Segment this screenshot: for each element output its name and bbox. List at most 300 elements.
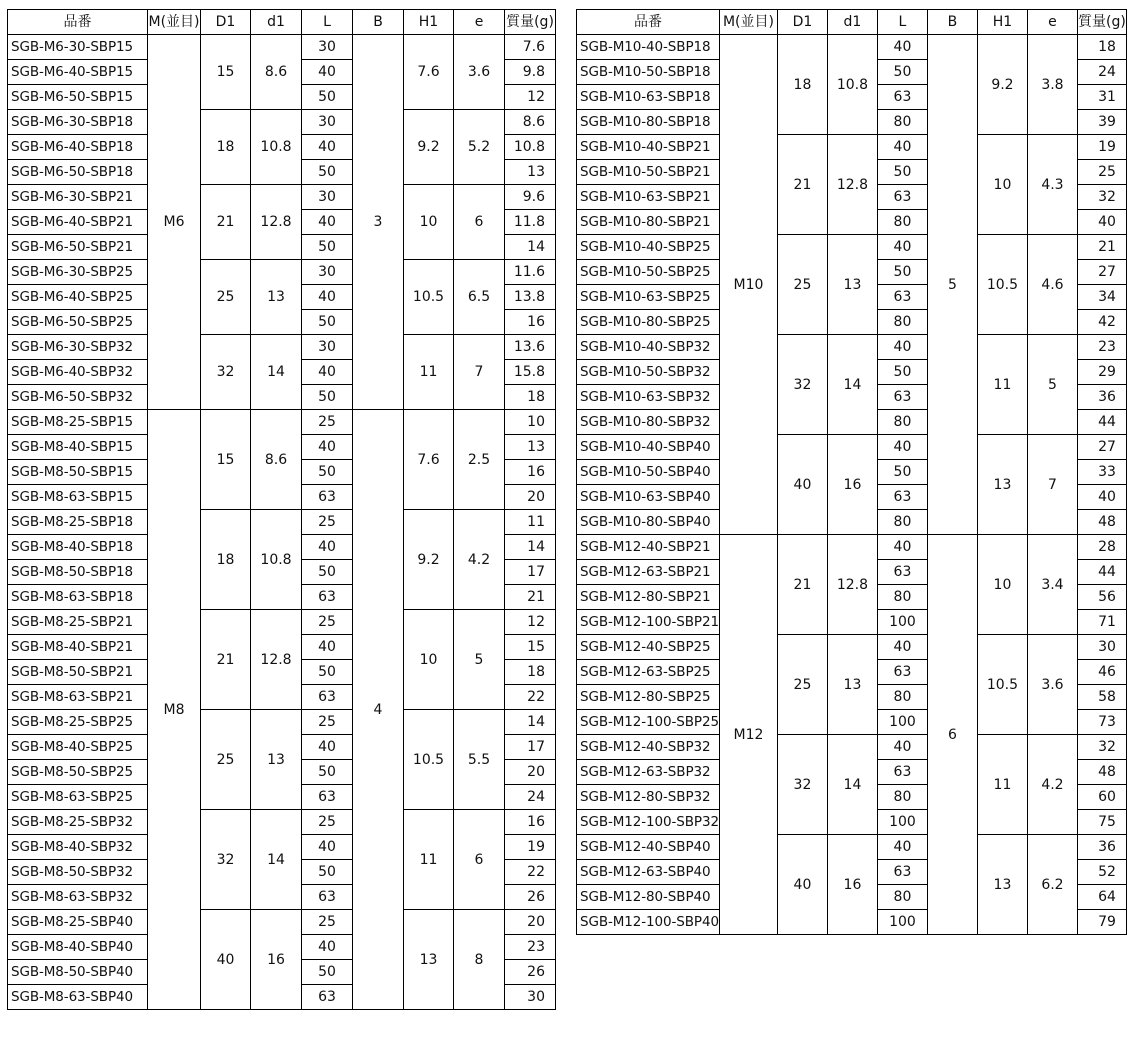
mass-cell: 17 bbox=[505, 560, 556, 585]
d1-inner-cell: 13 bbox=[251, 260, 302, 335]
length-cell: 63 bbox=[877, 85, 927, 110]
table-header bbox=[8, 10, 556, 35]
length-cell: 30 bbox=[302, 260, 353, 285]
length-cell: 63 bbox=[877, 760, 927, 785]
mass-cell: 30 bbox=[505, 985, 556, 1010]
mass-cell: 16 bbox=[505, 310, 556, 335]
length-cell: 80 bbox=[877, 585, 927, 610]
e-cell: 5.2 bbox=[454, 110, 505, 185]
part-number-cell: SGB-M10-80-SBP40 bbox=[577, 510, 720, 535]
mass-cell: 20 bbox=[505, 760, 556, 785]
length-cell: 25 bbox=[302, 510, 353, 535]
length-cell: 30 bbox=[302, 110, 353, 135]
d1-inner-cell: 16 bbox=[251, 910, 302, 1010]
part-number-cell: SGB-M12-40-SBP32 bbox=[577, 735, 720, 760]
d1-inner-cell: 8.6 bbox=[251, 410, 302, 510]
mass-cell: 26 bbox=[505, 885, 556, 910]
e-cell: 4.2 bbox=[1027, 735, 1077, 835]
mass-cell: 60 bbox=[1077, 785, 1126, 810]
e-cell: 7 bbox=[454, 335, 505, 410]
thread-size-cell: M12 bbox=[719, 535, 777, 935]
mass-cell: 14 bbox=[505, 710, 556, 735]
e-cell: 3.8 bbox=[1027, 35, 1077, 135]
part-number-cell: SGB-M12-100-SBP32 bbox=[577, 810, 720, 835]
mass-cell: 8.6 bbox=[505, 110, 556, 135]
length-cell: 40 bbox=[302, 935, 353, 960]
part-number-cell: SGB-M8-40-SBP40 bbox=[8, 935, 148, 960]
d1-outer-cell: 25 bbox=[777, 235, 827, 335]
mass-cell: 20 bbox=[505, 910, 556, 935]
mass-cell: 18 bbox=[505, 385, 556, 410]
part-number-cell: SGB-M6-30-SBP15 bbox=[8, 35, 148, 60]
mass-cell: 30 bbox=[1077, 635, 1126, 660]
d1-inner-cell: 8.6 bbox=[251, 35, 302, 110]
part-number-cell: SGB-M12-80-SBP25 bbox=[577, 685, 720, 710]
h1-cell: 11 bbox=[404, 810, 454, 910]
table-row bbox=[8, 335, 556, 360]
mass-cell: 28 bbox=[1077, 535, 1126, 560]
table-row bbox=[8, 910, 556, 935]
col-header-l: L bbox=[877, 10, 927, 35]
h1-cell: 11 bbox=[977, 735, 1027, 835]
part-number-cell: SGB-M6-40-SBP18 bbox=[8, 135, 148, 160]
length-cell: 40 bbox=[302, 435, 353, 460]
b-cell: 4 bbox=[353, 410, 404, 1010]
length-cell: 50 bbox=[302, 860, 353, 885]
h1-cell: 9.2 bbox=[404, 510, 454, 610]
length-cell: 40 bbox=[877, 335, 927, 360]
part-number-cell: SGB-M8-63-SBP18 bbox=[8, 585, 148, 610]
part-number-cell: SGB-M10-40-SBP40 bbox=[577, 435, 720, 460]
d1-inner-cell: 13 bbox=[827, 635, 877, 735]
part-number-cell: SGB-M10-40-SBP32 bbox=[577, 335, 720, 360]
length-cell: 63 bbox=[302, 885, 353, 910]
part-number-cell: SGB-M8-50-SBP21 bbox=[8, 660, 148, 685]
length-cell: 25 bbox=[302, 810, 353, 835]
part-number-cell: SGB-M6-50-SBP21 bbox=[8, 235, 148, 260]
mass-cell: 25 bbox=[1077, 160, 1126, 185]
part-number-cell: SGB-M12-100-SBP40 bbox=[577, 910, 720, 935]
mass-cell: 48 bbox=[1077, 760, 1126, 785]
e-cell: 5 bbox=[454, 610, 505, 710]
length-cell: 63 bbox=[877, 560, 927, 585]
length-cell: 40 bbox=[302, 535, 353, 560]
h1-cell: 10 bbox=[404, 610, 454, 710]
mass-cell: 52 bbox=[1077, 860, 1126, 885]
d1-inner-cell: 12.8 bbox=[251, 185, 302, 260]
table-row bbox=[577, 135, 1127, 160]
e-cell: 8 bbox=[454, 910, 505, 1010]
e-cell: 3.4 bbox=[1027, 535, 1077, 635]
table-header bbox=[577, 10, 1127, 35]
length-cell: 50 bbox=[877, 160, 927, 185]
length-cell: 40 bbox=[877, 835, 927, 860]
col-header-part-number: 品番 bbox=[8, 10, 148, 35]
length-cell: 80 bbox=[877, 685, 927, 710]
d1-outer-cell: 21 bbox=[201, 185, 251, 260]
d1-outer-cell: 40 bbox=[777, 435, 827, 535]
table-row bbox=[577, 335, 1127, 360]
part-number-cell: SGB-M8-63-SBP21 bbox=[8, 685, 148, 710]
d1-outer-cell: 25 bbox=[201, 710, 251, 810]
length-cell: 80 bbox=[877, 410, 927, 435]
part-number-cell: SGB-M10-80-SBP21 bbox=[577, 210, 720, 235]
mass-cell: 18 bbox=[505, 660, 556, 685]
length-cell: 63 bbox=[302, 985, 353, 1010]
part-number-cell: SGB-M12-80-SBP21 bbox=[577, 585, 720, 610]
part-number-cell: SGB-M10-80-SBP18 bbox=[577, 110, 720, 135]
part-number-cell: SGB-M8-25-SBP40 bbox=[8, 910, 148, 935]
length-cell: 63 bbox=[877, 185, 927, 210]
e-cell: 5.5 bbox=[454, 710, 505, 810]
spec-table-left bbox=[7, 9, 556, 1010]
e-cell: 4.3 bbox=[1027, 135, 1077, 235]
length-cell: 40 bbox=[302, 285, 353, 310]
part-number-cell: SGB-M6-40-SBP25 bbox=[8, 285, 148, 310]
part-number-cell: SGB-M10-40-SBP21 bbox=[577, 135, 720, 160]
table-row bbox=[8, 110, 556, 135]
part-number-cell: SGB-M12-40-SBP40 bbox=[577, 835, 720, 860]
length-cell: 63 bbox=[877, 660, 927, 685]
part-number-cell: SGB-M10-40-SBP18 bbox=[577, 35, 720, 60]
part-number-cell: SGB-M6-40-SBP21 bbox=[8, 210, 148, 235]
e-cell: 7 bbox=[1027, 435, 1077, 535]
mass-cell: 29 bbox=[1077, 360, 1126, 385]
length-cell: 40 bbox=[877, 35, 927, 60]
mass-cell: 36 bbox=[1077, 835, 1126, 860]
mass-cell: 19 bbox=[1077, 135, 1126, 160]
d1-inner-cell: 10.8 bbox=[827, 35, 877, 135]
h1-cell: 13 bbox=[977, 435, 1027, 535]
table-row bbox=[577, 735, 1127, 760]
mass-cell: 12 bbox=[505, 85, 556, 110]
mass-cell: 58 bbox=[1077, 685, 1126, 710]
part-number-cell: SGB-M6-50-SBP18 bbox=[8, 160, 148, 185]
length-cell: 40 bbox=[302, 735, 353, 760]
d1-outer-cell: 32 bbox=[201, 810, 251, 910]
thread-size-cell: M10 bbox=[719, 35, 777, 535]
mass-cell: 15 bbox=[505, 635, 556, 660]
length-cell: 63 bbox=[302, 485, 353, 510]
mass-cell: 27 bbox=[1077, 435, 1126, 460]
d1-outer-cell: 15 bbox=[201, 410, 251, 510]
mass-cell: 14 bbox=[505, 535, 556, 560]
mass-cell: 40 bbox=[1077, 485, 1126, 510]
part-number-cell: SGB-M12-63-SBP21 bbox=[577, 560, 720, 585]
length-cell: 50 bbox=[302, 85, 353, 110]
e-cell: 2.5 bbox=[454, 410, 505, 510]
part-number-cell: SGB-M8-50-SBP40 bbox=[8, 960, 148, 985]
e-cell: 6 bbox=[454, 810, 505, 910]
length-cell: 80 bbox=[877, 885, 927, 910]
part-number-cell: SGB-M6-30-SBP21 bbox=[8, 185, 148, 210]
part-number-cell: SGB-M10-80-SBP25 bbox=[577, 310, 720, 335]
length-cell: 80 bbox=[877, 210, 927, 235]
d1-inner-cell: 12.8 bbox=[827, 135, 877, 235]
part-number-cell: SGB-M10-50-SBP40 bbox=[577, 460, 720, 485]
part-number-cell: SGB-M10-50-SBP32 bbox=[577, 360, 720, 385]
col-header-m: M(並目) bbox=[148, 10, 201, 35]
part-number-cell: SGB-M8-63-SBP15 bbox=[8, 485, 148, 510]
mass-cell: 10.8 bbox=[505, 135, 556, 160]
part-number-cell: SGB-M12-100-SBP25 bbox=[577, 710, 720, 735]
length-cell: 30 bbox=[302, 35, 353, 60]
mass-cell: 26 bbox=[505, 960, 556, 985]
d1-inner-cell: 13 bbox=[251, 710, 302, 810]
mass-cell: 9.6 bbox=[505, 185, 556, 210]
table-body bbox=[8, 35, 556, 1010]
part-number-cell: SGB-M6-30-SBP18 bbox=[8, 110, 148, 135]
mass-cell: 31 bbox=[1077, 85, 1126, 110]
h1-cell: 10 bbox=[977, 135, 1027, 235]
length-cell: 40 bbox=[302, 360, 353, 385]
d1-outer-cell: 25 bbox=[201, 260, 251, 335]
mass-cell: 32 bbox=[1077, 185, 1126, 210]
length-cell: 40 bbox=[302, 135, 353, 160]
d1-outer-cell: 18 bbox=[201, 510, 251, 610]
mass-cell: 13 bbox=[505, 435, 556, 460]
length-cell: 40 bbox=[877, 435, 927, 460]
spec-table-right bbox=[576, 9, 1127, 935]
length-cell: 50 bbox=[302, 310, 353, 335]
d1-inner-cell: 14 bbox=[827, 735, 877, 835]
mass-cell: 11.6 bbox=[505, 260, 556, 285]
length-cell: 63 bbox=[877, 860, 927, 885]
mass-cell: 36 bbox=[1077, 385, 1126, 410]
mass-cell: 10 bbox=[505, 410, 556, 435]
length-cell: 50 bbox=[877, 60, 927, 85]
d1-inner-cell: 10.8 bbox=[251, 110, 302, 185]
h1-cell: 11 bbox=[404, 335, 454, 410]
length-cell: 50 bbox=[302, 460, 353, 485]
part-number-cell: SGB-M10-63-SBP21 bbox=[577, 185, 720, 210]
length-cell: 50 bbox=[302, 235, 353, 260]
length-cell: 50 bbox=[877, 460, 927, 485]
length-cell: 63 bbox=[877, 385, 927, 410]
length-cell: 40 bbox=[877, 535, 927, 560]
length-cell: 80 bbox=[877, 110, 927, 135]
length-cell: 40 bbox=[302, 635, 353, 660]
mass-cell: 42 bbox=[1077, 310, 1126, 335]
length-cell: 40 bbox=[877, 735, 927, 760]
length-cell: 100 bbox=[877, 710, 927, 735]
mass-cell: 11.8 bbox=[505, 210, 556, 235]
part-number-cell: SGB-M10-63-SBP25 bbox=[577, 285, 720, 310]
part-number-cell: SGB-M10-50-SBP18 bbox=[577, 60, 720, 85]
mass-cell: 9.8 bbox=[505, 60, 556, 85]
d1-inner-cell: 16 bbox=[827, 435, 877, 535]
e-cell: 3.6 bbox=[1027, 635, 1077, 735]
mass-cell: 13 bbox=[505, 160, 556, 185]
mass-cell: 19 bbox=[505, 835, 556, 860]
mass-cell: 56 bbox=[1077, 585, 1126, 610]
mass-cell: 15.8 bbox=[505, 360, 556, 385]
part-number-cell: SGB-M12-40-SBP21 bbox=[577, 535, 720, 560]
part-number-cell: SGB-M6-30-SBP32 bbox=[8, 335, 148, 360]
mass-cell: 16 bbox=[505, 460, 556, 485]
mass-cell: 13.6 bbox=[505, 335, 556, 360]
part-number-cell: SGB-M10-63-SBP32 bbox=[577, 385, 720, 410]
part-number-cell: SGB-M6-40-SBP15 bbox=[8, 60, 148, 85]
part-number-cell: SGB-M10-40-SBP25 bbox=[577, 235, 720, 260]
col-header-h1: H1 bbox=[404, 10, 454, 35]
col-header-d1-outer: D1 bbox=[777, 10, 827, 35]
d1-outer-cell: 32 bbox=[777, 735, 827, 835]
length-cell: 63 bbox=[877, 485, 927, 510]
d1-inner-cell: 14 bbox=[827, 335, 877, 435]
thread-size-cell: M6 bbox=[148, 35, 201, 410]
col-header-mass: 質量(g) bbox=[505, 10, 556, 35]
mass-cell: 21 bbox=[505, 585, 556, 610]
part-number-cell: SGB-M8-40-SBP21 bbox=[8, 635, 148, 660]
part-number-cell: SGB-M6-50-SBP25 bbox=[8, 310, 148, 335]
length-cell: 40 bbox=[302, 835, 353, 860]
length-cell: 63 bbox=[302, 685, 353, 710]
part-number-cell: SGB-M8-63-SBP25 bbox=[8, 785, 148, 810]
col-header-h1: H1 bbox=[977, 10, 1027, 35]
mass-cell: 16 bbox=[505, 810, 556, 835]
length-cell: 50 bbox=[877, 360, 927, 385]
length-cell: 40 bbox=[302, 210, 353, 235]
mass-cell: 40 bbox=[1077, 210, 1126, 235]
d1-outer-cell: 40 bbox=[777, 835, 827, 935]
part-number-cell: SGB-M10-63-SBP18 bbox=[577, 85, 720, 110]
length-cell: 63 bbox=[302, 785, 353, 810]
part-number-cell: SGB-M8-25-SBP32 bbox=[8, 810, 148, 835]
table-row bbox=[8, 610, 556, 635]
col-header-m: M(並目) bbox=[719, 10, 777, 35]
length-cell: 30 bbox=[302, 185, 353, 210]
part-number-cell: SGB-M8-40-SBP18 bbox=[8, 535, 148, 560]
b-cell: 5 bbox=[927, 35, 977, 535]
part-number-cell: SGB-M6-40-SBP32 bbox=[8, 360, 148, 385]
d1-inner-cell: 14 bbox=[251, 335, 302, 410]
col-header-b: B bbox=[353, 10, 404, 35]
mass-cell: 48 bbox=[1077, 510, 1126, 535]
part-number-cell: SGB-M8-50-SBP25 bbox=[8, 760, 148, 785]
h1-cell: 9.2 bbox=[977, 35, 1027, 135]
part-number-cell: SGB-M8-25-SBP21 bbox=[8, 610, 148, 635]
length-cell: 50 bbox=[302, 385, 353, 410]
mass-cell: 22 bbox=[505, 860, 556, 885]
col-header-d1-outer: D1 bbox=[201, 10, 251, 35]
mass-cell: 79 bbox=[1077, 910, 1126, 935]
mass-cell: 71 bbox=[1077, 610, 1126, 635]
mass-cell: 33 bbox=[1077, 460, 1126, 485]
length-cell: 40 bbox=[877, 235, 927, 260]
e-cell: 4.2 bbox=[454, 510, 505, 610]
h1-cell: 9.2 bbox=[404, 110, 454, 185]
h1-cell: 13 bbox=[977, 835, 1027, 935]
table-row bbox=[577, 635, 1127, 660]
length-cell: 63 bbox=[877, 285, 927, 310]
length-cell: 25 bbox=[302, 410, 353, 435]
length-cell: 50 bbox=[877, 260, 927, 285]
d1-inner-cell: 12.8 bbox=[827, 535, 877, 635]
mass-cell: 12 bbox=[505, 610, 556, 635]
part-number-cell: SGB-M6-30-SBP25 bbox=[8, 260, 148, 285]
part-number-cell: SGB-M12-80-SBP32 bbox=[577, 785, 720, 810]
length-cell: 50 bbox=[302, 560, 353, 585]
length-cell: 50 bbox=[302, 760, 353, 785]
d1-inner-cell: 13 bbox=[827, 235, 877, 335]
d1-outer-cell: 32 bbox=[777, 335, 827, 435]
length-cell: 25 bbox=[302, 910, 353, 935]
col-header-d1-inner: d1 bbox=[251, 10, 302, 35]
part-number-cell: SGB-M8-40-SBP32 bbox=[8, 835, 148, 860]
d1-outer-cell: 32 bbox=[201, 335, 251, 410]
table-row bbox=[8, 260, 556, 285]
part-number-cell: SGB-M8-63-SBP32 bbox=[8, 885, 148, 910]
table-body bbox=[577, 35, 1127, 935]
part-number-cell: SGB-M8-50-SBP18 bbox=[8, 560, 148, 585]
length-cell: 40 bbox=[877, 135, 927, 160]
col-header-e: e bbox=[1027, 10, 1077, 35]
mass-cell: 39 bbox=[1077, 110, 1126, 135]
table-row bbox=[577, 235, 1127, 260]
d1-inner-cell: 14 bbox=[251, 810, 302, 910]
part-number-cell: SGB-M12-63-SBP32 bbox=[577, 760, 720, 785]
length-cell: 50 bbox=[302, 160, 353, 185]
part-number-cell: SGB-M8-25-SBP25 bbox=[8, 710, 148, 735]
h1-cell: 10.5 bbox=[977, 235, 1027, 335]
length-cell: 100 bbox=[877, 610, 927, 635]
mass-cell: 22 bbox=[505, 685, 556, 710]
d1-outer-cell: 40 bbox=[201, 910, 251, 1010]
d1-outer-cell: 25 bbox=[777, 635, 827, 735]
h1-cell: 10.5 bbox=[404, 710, 454, 810]
mass-cell: 44 bbox=[1077, 410, 1126, 435]
mass-cell: 34 bbox=[1077, 285, 1126, 310]
part-number-cell: SGB-M10-50-SBP21 bbox=[577, 160, 720, 185]
mass-cell: 21 bbox=[1077, 235, 1126, 260]
part-number-cell: SGB-M12-63-SBP25 bbox=[577, 660, 720, 685]
mass-cell: 64 bbox=[1077, 885, 1126, 910]
h1-cell: 7.6 bbox=[404, 35, 454, 110]
part-number-cell: SGB-M12-80-SBP40 bbox=[577, 885, 720, 910]
col-header-e: e bbox=[454, 10, 505, 35]
h1-cell: 7.6 bbox=[404, 410, 454, 510]
length-cell: 40 bbox=[877, 635, 927, 660]
b-cell: 3 bbox=[353, 35, 404, 410]
d1-outer-cell: 21 bbox=[201, 610, 251, 710]
length-cell: 30 bbox=[302, 335, 353, 360]
h1-cell: 13 bbox=[404, 910, 454, 1010]
length-cell: 40 bbox=[302, 60, 353, 85]
mass-cell: 11 bbox=[505, 510, 556, 535]
d1-outer-cell: 18 bbox=[201, 110, 251, 185]
mass-cell: 44 bbox=[1077, 560, 1126, 585]
col-header-part-number: 品番 bbox=[577, 10, 720, 35]
part-number-cell: SGB-M10-50-SBP25 bbox=[577, 260, 720, 285]
e-cell: 5 bbox=[1027, 335, 1077, 435]
mass-cell: 24 bbox=[1077, 60, 1126, 85]
length-cell: 63 bbox=[302, 585, 353, 610]
thread-size-cell: M8 bbox=[148, 410, 201, 1010]
d1-inner-cell: 10.8 bbox=[251, 510, 302, 610]
table-row bbox=[8, 710, 556, 735]
d1-inner-cell: 16 bbox=[827, 835, 877, 935]
e-cell: 6 bbox=[454, 185, 505, 260]
col-header-mass: 質量(g) bbox=[1077, 10, 1126, 35]
col-header-b: B bbox=[927, 10, 977, 35]
part-number-cell: SGB-M8-25-SBP18 bbox=[8, 510, 148, 535]
mass-cell: 23 bbox=[1077, 335, 1126, 360]
part-number-cell: SGB-M6-50-SBP15 bbox=[8, 85, 148, 110]
h1-cell: 10.5 bbox=[404, 260, 454, 335]
part-number-cell: SGB-M12-40-SBP25 bbox=[577, 635, 720, 660]
length-cell: 25 bbox=[302, 610, 353, 635]
